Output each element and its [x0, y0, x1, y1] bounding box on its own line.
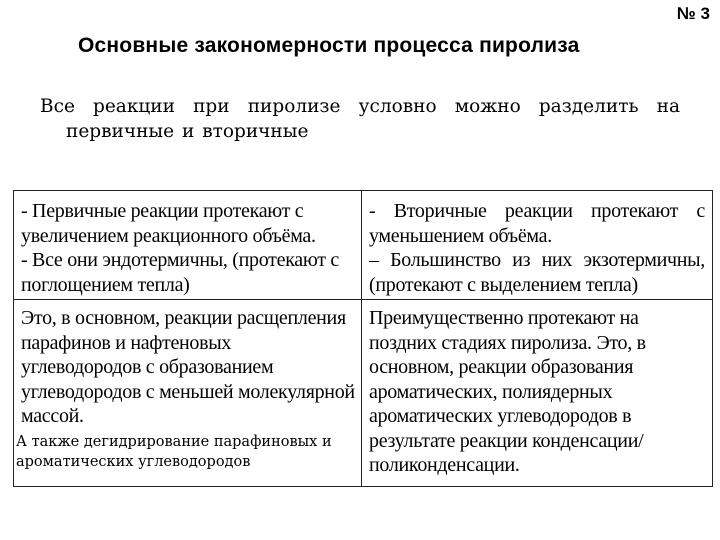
primary-thermal-text: - Все они эндотермичны, (протекают с поглощением тепла)	[21, 249, 339, 296]
comparison-table	[13, 190, 713, 487]
secondary-thermal-text: – Большинство из них экзотермичны, (протекают с выделением тепла)	[369, 249, 705, 296]
slide-title: Основные закономерности процесса пиролиза	[78, 34, 580, 57]
secondary-description-cell	[369, 306, 707, 478]
primary-note-text: А также дегидрирование парафиновых и ароматических углеводородов	[16, 433, 332, 470]
primary-description-text: Это, в основном, реакции расщепления парафинов и нафтеновых углеводородов с образованием углеводородов с меньшей молекулярной массой.	[21, 307, 355, 427]
primary-description-cell	[16, 306, 355, 472]
secondary-description-text: Преимущественно протекают на поздних стадиях пиролиза. Это, в основном, реакции образования ароматических, полиядерных ароматических углеводородов в результате реакции конденсации/поликонденсации.	[369, 307, 646, 476]
slide-number: № 3	[676, 4, 710, 23]
intro-text: Все реакции при пиролизе условно можно разделить на первичные и вторичные	[40, 96, 680, 142]
primary-properties-cell	[21, 199, 355, 297]
secondary-properties-cell	[369, 199, 705, 297]
table-row-divider	[14, 299, 712, 300]
secondary-volume-text: - Вторичные реакции протекают с уменьшением объёма.	[369, 200, 705, 247]
table-column-divider	[361, 191, 362, 486]
primary-volume-text: - Первичные реакции протекают с увеличением реакционного объёма.	[21, 200, 316, 247]
